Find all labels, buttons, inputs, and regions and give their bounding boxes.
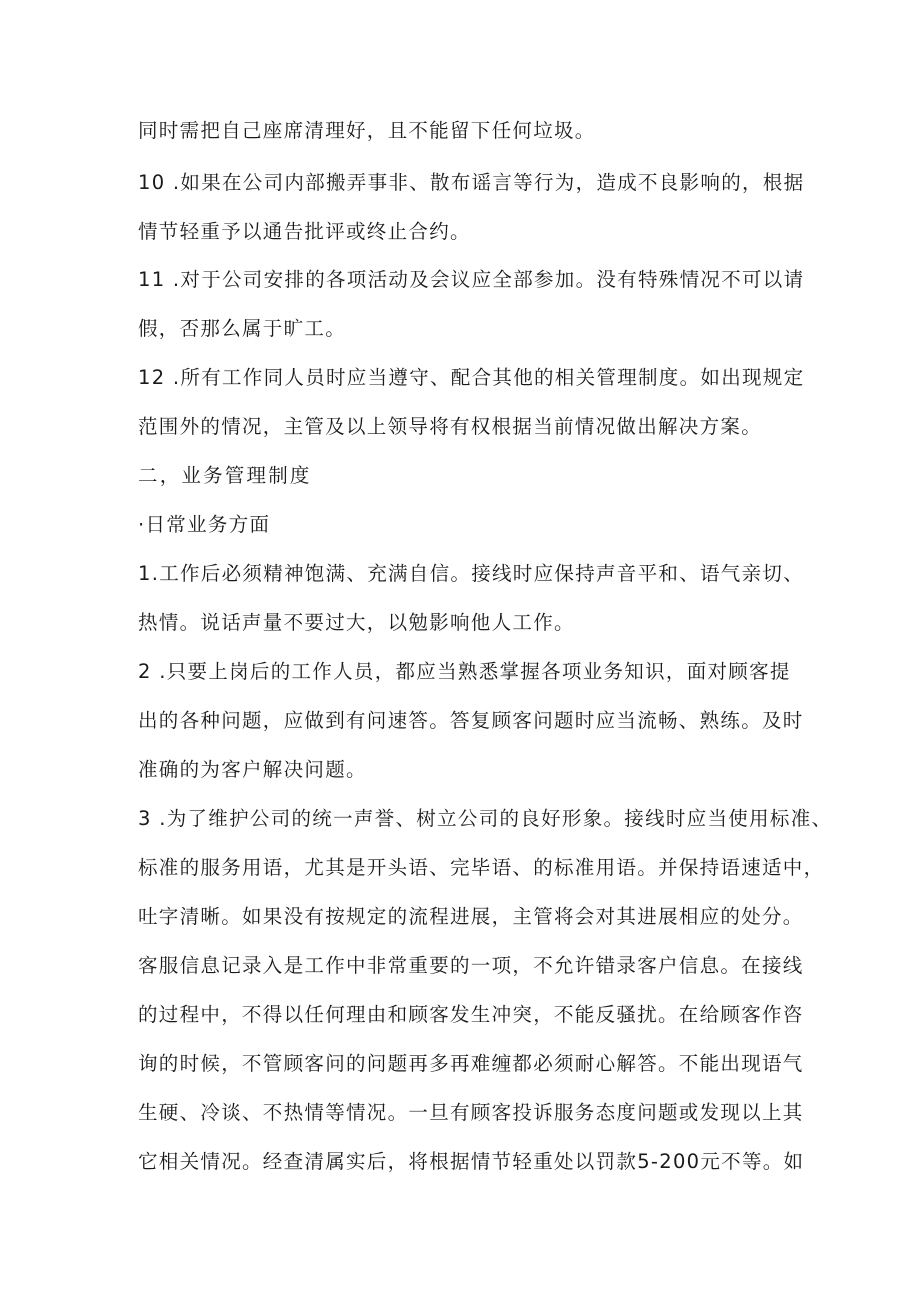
text-line: 准确的为客户解决问题。	[138, 758, 367, 781]
text-line: 标准的服务用语，尤其是开头语、完毕语、的标准用语。并保持语速适中，	[138, 856, 825, 879]
text-line: 生硬、冷谈、不热情等情况。一旦有顾客投诉服务态度问题或发现以上其	[138, 1101, 804, 1124]
text-line: 的过程中，不得以任何理由和顾客发生冲突，不能反骚扰。在给顾客作咨	[138, 1003, 804, 1026]
text-line: 假，否那么属于旷工。	[138, 317, 347, 340]
section-heading: 二，业务管理制度	[138, 464, 312, 487]
text-line: 吐字清晰。如果没有按规定的流程进展，主管将会对其进展相应的处分。	[138, 905, 804, 928]
text-line: 情节轻重予以通告批评或终止合约。	[138, 220, 471, 243]
text-line: 出的各种问题，应做到有问速答。答复顾客问题时应当流畅、熟练。及时	[138, 709, 804, 732]
text-line: 2 .只要上岗后的工作人员，都应当熟悉掌握各项业务知识，面对顾客提	[138, 660, 791, 683]
text-line: 客服信息记录入是工作中非常重要的一项，不允许错录客户信息。在接线	[138, 954, 804, 977]
text-line: 热情。说话声量不要过大，以勉影响他人工作。	[138, 611, 575, 634]
text-line: 10 .如果在公司内部搬弄事非、散布谣言等行为，造成不良影响的，根据	[138, 171, 805, 194]
text-line: 范围外的情况，主管及以上领导将有权根据当前情况做出解决方案。	[138, 415, 763, 438]
text-line: 询的时候，不管顾客问的问题再多再难缠都必须耐心解答。不能出现语气	[138, 1052, 804, 1075]
text-line: 它相关情况。经查清属实后，将根据情节轻重处以罚款5-200元不等。如	[138, 1150, 805, 1173]
text-line: 同时需把自己座席清理好，且不能留下任何垃圾。	[138, 119, 596, 142]
subsection-heading: ·日常业务方面	[138, 513, 271, 536]
text-line: 1.工作后必须精神饱满、充满自信。接线时应保持声音平和、语气亲切、	[138, 562, 805, 585]
text-line: 11 .对于公司安排的各项活动及会议应全部参加。没有特殊情况不可以请	[138, 268, 805, 291]
text-line: 3 .为了维护公司的统一声誉、树立公司的良好形象。接线时应当使用标准、	[138, 807, 833, 830]
text-line: 12 .所有工作同人员时应当遵守、配合其他的相关管理制度。如出现规定	[138, 366, 805, 389]
